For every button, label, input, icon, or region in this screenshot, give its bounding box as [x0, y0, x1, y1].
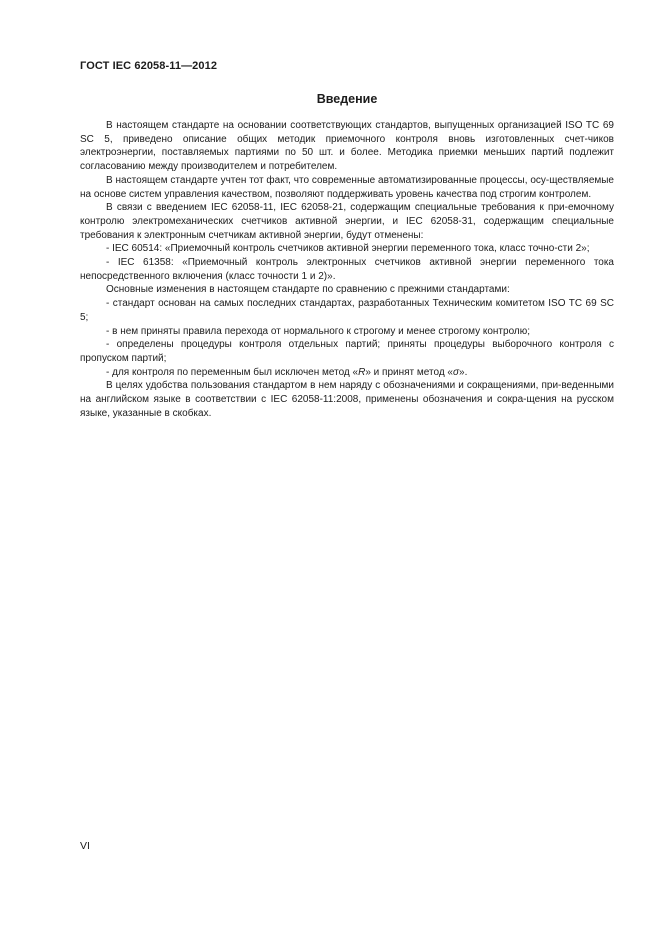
paragraph: Основные изменения в настоящем стандарте по сравнению с прежними стандартами: — [106, 284, 510, 296]
page-number: VI — [80, 840, 90, 852]
paragraph: В связи с введением IEC 62058-11, IEC 62058-21, содержащим специальные требования к при-емочному контролю электромеханических счетчиков активной энергии, и IEC 62058-31, содержащим специальные требования к электронным счетчикам активной энергии, будут отменены: — [80, 202, 614, 241]
method-suffix: ». — [459, 366, 468, 378]
method-middle: » и принят метод « — [365, 366, 453, 378]
list-item: - определены процедуры контроля отдельных партий; приняты процедуры выборочного контроля с пропуском партий; — [80, 339, 614, 364]
list-item: - IEC 60514: «Приемочный контроль счетчиков активной энергии переменного тока, класс точно-сти 2»; — [106, 243, 590, 255]
paragraph: В настоящем стандарте учтен тот факт, что современные автоматизированные процессы, осу-ществляемые на основе систем управления качеством, позволяют поддерживать уровень качества под строгим контролем. — [80, 174, 614, 200]
section-title: Введение — [316, 92, 378, 106]
list-item: - IEC 61358: «Приемочный контроль электронных счетчиков активной энергии переменного тока непосредственного включения (класс точности 1 и 2)». — [80, 257, 614, 282]
list-item-method — [80, 366, 614, 380]
method-r: R — [358, 366, 366, 378]
paragraph: В целях удобства пользования стандартом в нем наряду с обозначениями и сокращениями, при-веденными на английском языке в соответствии с IEC 62058-11:2008, применены обозначения и сокра-щения на русском языке, указанные в скобках. — [80, 380, 614, 419]
method-sigma: σ — [453, 366, 460, 378]
list-item: - стандарт основан на самых последних стандартах, разработанных Техническим комитетом ISO TC 69 SC 5; — [80, 298, 614, 323]
paragraph: В настоящем стандарте на основании соответствующих стандартов, выпущенных организацией ISO TC 69 SC 5, приведено описание общих методик приемочного контроля вновь изготовленных счет-чиков электроэнергии, поставляемых партиями по 50 шт. и более. Методика приемки меньших партий подлежит согласованию между производителем и потребителем. — [80, 120, 614, 173]
document-code-header: ГОСТ IEC 62058-11—2012 — [80, 60, 218, 72]
section-body — [80, 119, 614, 420]
list-item: - в нем приняты правила перехода от нормального к строгому и менее строгому контролю; — [106, 325, 531, 337]
method-prefix: - для контроля по переменным был исключен метод « — [106, 366, 359, 378]
